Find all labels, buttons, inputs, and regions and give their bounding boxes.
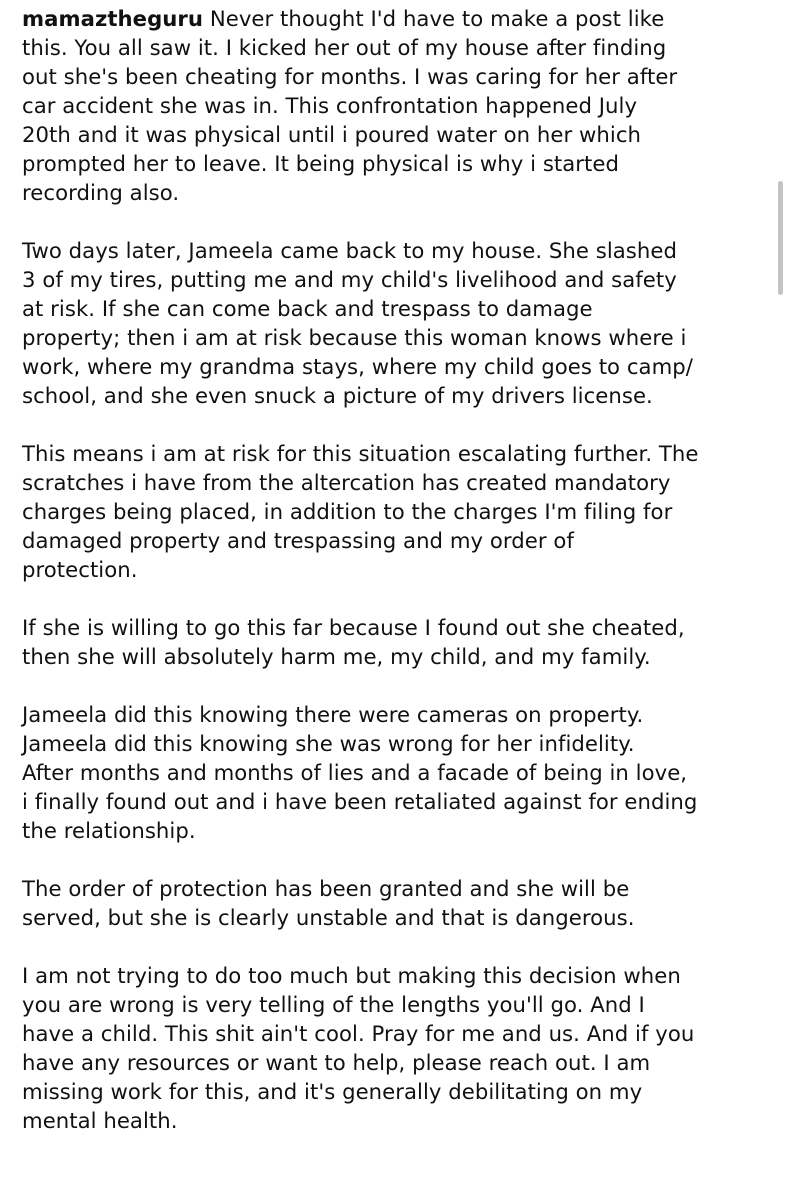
caption-paragraph-1 [22,4,772,207]
caption-line [22,4,772,33]
caption-line: at risk. If she can come back and trespass to damage [22,296,593,321]
caption-paragraph-4 [22,613,772,671]
caption-line: charges being placed, in addition to the charges I'm filing for [22,499,673,524]
caption-line: served, but she is clearly unstable and that is dangerous. [22,905,635,930]
caption-line-text: Never thought I'd have to make a post like [203,6,665,31]
caption-line: then she will absolutely harm me, my child, and my family. [22,644,651,669]
caption-line: 20th and it was physical until i poured water on her which [22,122,641,147]
caption-paragraph-2 [22,236,772,410]
caption-paragraph-5 [22,700,772,845]
caption-line: 3 of my tires, putting me and my child's livelihood and safety [22,267,677,292]
caption-line: missing work for this, and it's generally debilitating on my [22,1079,643,1104]
caption-line: mental health. [22,1108,178,1133]
caption-line: prompted her to leave. It being physical is why i started [22,151,619,176]
caption-line: have a child. This shit ain't cool. Pray for me and us. And if you [22,1021,695,1046]
caption-line: damaged property and trespassing and my order of [22,528,574,553]
caption-line: the relationship. [22,818,196,843]
caption-line: i finally found out and i have been retaliated against for ending [22,789,698,814]
caption-paragraph-7 [22,961,772,1135]
caption-line: I am not trying to do too much but making this decision when [22,963,681,988]
caption-line: recording also. [22,180,180,205]
caption-line: out she's been cheating for months. I was caring for her after [22,64,678,89]
caption-line: school, and she even snuck a picture of my drivers license. [22,383,653,408]
username-link[interactable]: mamaztheguru [22,6,204,31]
caption-line: After months and months of lies and a facade of being in love, [22,760,688,785]
caption-line: car accident she was in. This confrontation happened July [22,93,638,118]
caption-line: property; then i am at risk because this woman knows where i [22,325,687,350]
caption-line: have any resources or want to help, please reach out. I am [22,1050,651,1075]
caption-line: work, where my grandma stays, where my child goes to camp/ [22,354,693,379]
post-caption [22,4,772,1135]
caption-line: This means i am at risk for this situation escalating further. The [22,441,699,466]
caption-line: The order of protection has been granted and she will be [22,876,630,901]
caption-line: scratches i have from the altercation has created mandatory [22,470,671,495]
caption-line: Two days later, Jameela came back to my house. She slashed [22,238,677,263]
caption-line: protection. [22,557,138,582]
caption-line: Jameela did this knowing she was wrong for her infidelity. [22,731,635,756]
caption-line: Jameela did this knowing there were cameras on property. [22,702,644,727]
caption-line: this. You all saw it. I kicked her out of my house after finding [22,35,667,60]
caption-paragraph-6 [22,874,772,932]
caption-line: you are wrong is very telling of the lengths you'll go. And I [22,992,645,1017]
caption-paragraph-3 [22,439,772,584]
scrollbar-thumb[interactable] [778,181,783,295]
caption-line: If she is willing to go this far because I found out she cheated, [22,615,685,640]
